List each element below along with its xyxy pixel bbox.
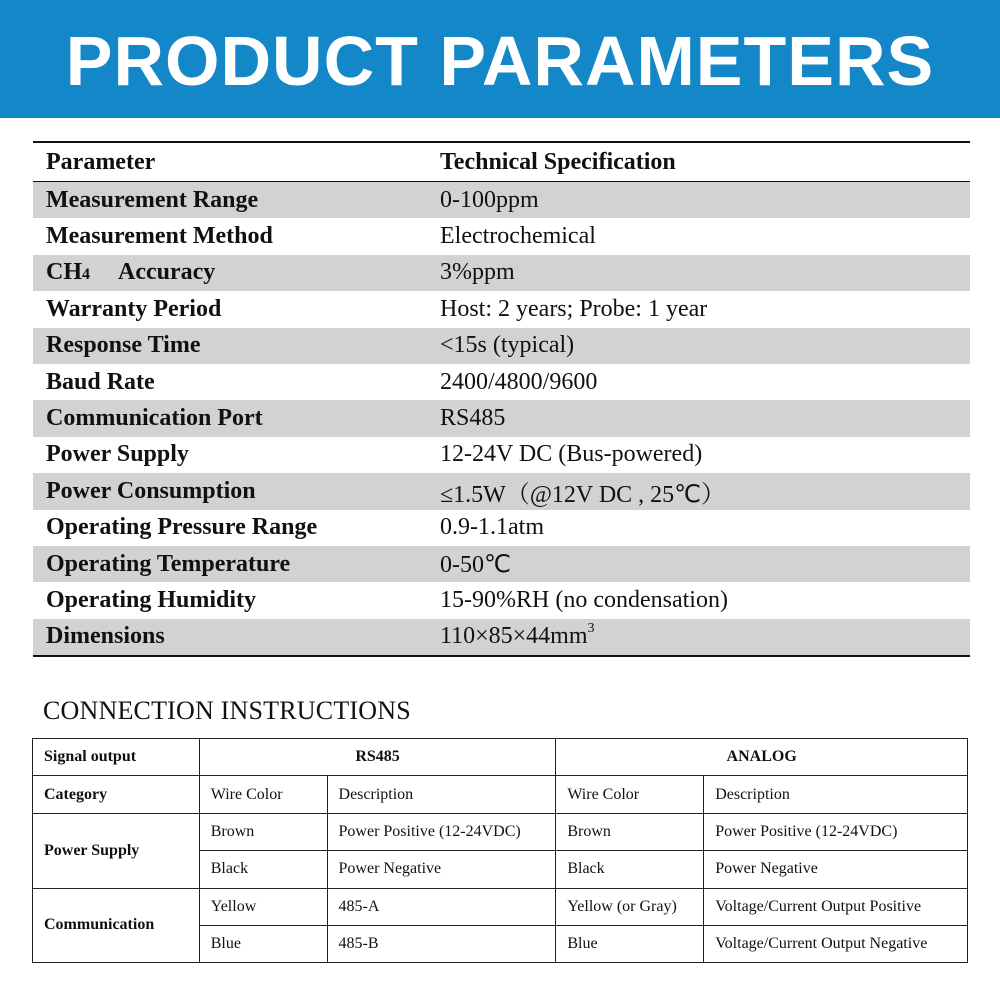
- ch4-prefix: CH: [46, 259, 82, 286]
- rs485-wire-color: Black: [199, 851, 327, 888]
- param-label: Response Time: [33, 328, 427, 364]
- param-label: Operating Pressure Range: [46, 514, 318, 541]
- param-value: 15-90%RH (no condensation): [440, 586, 728, 613]
- table-row: [33, 888, 968, 925]
- param-label: Dimensions: [33, 619, 427, 656]
- param-label: Baud Rate: [46, 368, 155, 395]
- rs485-description: Power Positive (12-24VDC): [327, 813, 556, 850]
- signal-output-label: Signal output: [33, 739, 200, 776]
- connection-table: [32, 738, 968, 963]
- table-row: [33, 328, 970, 364]
- ch4-subscript: 4: [82, 266, 90, 284]
- param-value: 2400/4800/9600: [440, 368, 598, 395]
- parameters-table: [33, 141, 970, 657]
- table-row: [33, 582, 970, 618]
- rs485-description: 485-A: [327, 888, 556, 925]
- rs485-header: RS485: [199, 739, 556, 776]
- analog-description: Voltage/Current Output Negative: [704, 925, 968, 962]
- param-value: Host: 2 years; Probe: 1 year: [440, 295, 708, 322]
- category-label: Category: [33, 776, 200, 813]
- table-row: [33, 813, 968, 850]
- analog-description-header: Description: [704, 776, 968, 813]
- table-row: [33, 182, 970, 219]
- table-row: [33, 255, 970, 291]
- param-value: <15s (typical): [427, 328, 970, 364]
- param-label: Operating Temperature: [33, 546, 427, 582]
- param-label: Measurement Method: [46, 223, 273, 250]
- table-row: [33, 218, 970, 254]
- table-row: [33, 437, 970, 473]
- rs485-description-header: Description: [327, 776, 556, 813]
- param-value: Electrochemical: [440, 223, 596, 250]
- signal-output-row: [33, 739, 968, 776]
- param-value: 0.9-1.1atm: [440, 514, 544, 541]
- param-value: 3%ppm: [427, 255, 970, 291]
- header-parameter: Parameter: [33, 142, 427, 182]
- connection-title: CONNECTION INSTRUCTIONS: [43, 696, 411, 725]
- rs485-wire-color: Blue: [199, 925, 327, 962]
- table-row: [33, 473, 970, 509]
- power-supply-category: Power Supply: [33, 813, 200, 888]
- rs485-wire-color-header: Wire Color: [199, 776, 327, 813]
- analog-header: ANALOG: [556, 739, 968, 776]
- dimensions-value: 110×85×44mm: [440, 623, 588, 650]
- table-row: [33, 364, 970, 400]
- analog-description: Voltage/Current Output Positive: [704, 888, 968, 925]
- header-spec: Technical Specification: [427, 142, 970, 182]
- analog-wire-color-header: Wire Color: [556, 776, 704, 813]
- page-title: PRODUCT PARAMETERS: [65, 22, 935, 100]
- param-value-dimensions: [427, 619, 970, 656]
- rs485-wire-color: Brown: [199, 813, 327, 850]
- table-row: [33, 400, 970, 436]
- title-banner: [0, 0, 1000, 118]
- category-row: [33, 776, 968, 813]
- rs485-description: 485-B: [327, 925, 556, 962]
- param-label: Communication Port: [33, 400, 427, 436]
- table-row: [33, 510, 970, 546]
- analog-description: Power Positive (12-24VDC): [704, 813, 968, 850]
- analog-wire-color: Yellow (or Gray): [556, 888, 704, 925]
- param-value: RS485: [427, 400, 970, 436]
- param-value: 0-100ppm: [427, 182, 970, 219]
- param-label: Power Consumption: [33, 473, 427, 509]
- analog-wire-color: Blue: [556, 925, 704, 962]
- analog-description: Power Negative: [704, 851, 968, 888]
- param-label-ch4-accuracy: [33, 255, 427, 291]
- param-label: Operating Humidity: [46, 586, 257, 613]
- param-label: Power Supply: [46, 441, 189, 468]
- param-label: Warranty Period: [46, 295, 222, 322]
- ch4-accuracy-label: Accuracy: [118, 259, 216, 286]
- rs485-description: Power Negative: [327, 851, 556, 888]
- param-value: ≤1.5W（@12V DC , 25℃）: [427, 473, 970, 509]
- table-header-row: [33, 142, 970, 182]
- analog-wire-color: Black: [556, 851, 704, 888]
- param-value: 12-24V DC (Bus-powered): [440, 441, 703, 468]
- table-row: [33, 291, 970, 327]
- dimensions-superscript: 3: [587, 621, 595, 637]
- analog-wire-color: Brown: [556, 813, 704, 850]
- param-value: 0-50℃: [427, 546, 970, 582]
- rs485-wire-color: Yellow: [199, 888, 327, 925]
- communication-category: Communication: [33, 888, 200, 963]
- table-row: [33, 546, 970, 582]
- param-label: Measurement Range: [33, 182, 427, 219]
- table-row: [33, 619, 970, 656]
